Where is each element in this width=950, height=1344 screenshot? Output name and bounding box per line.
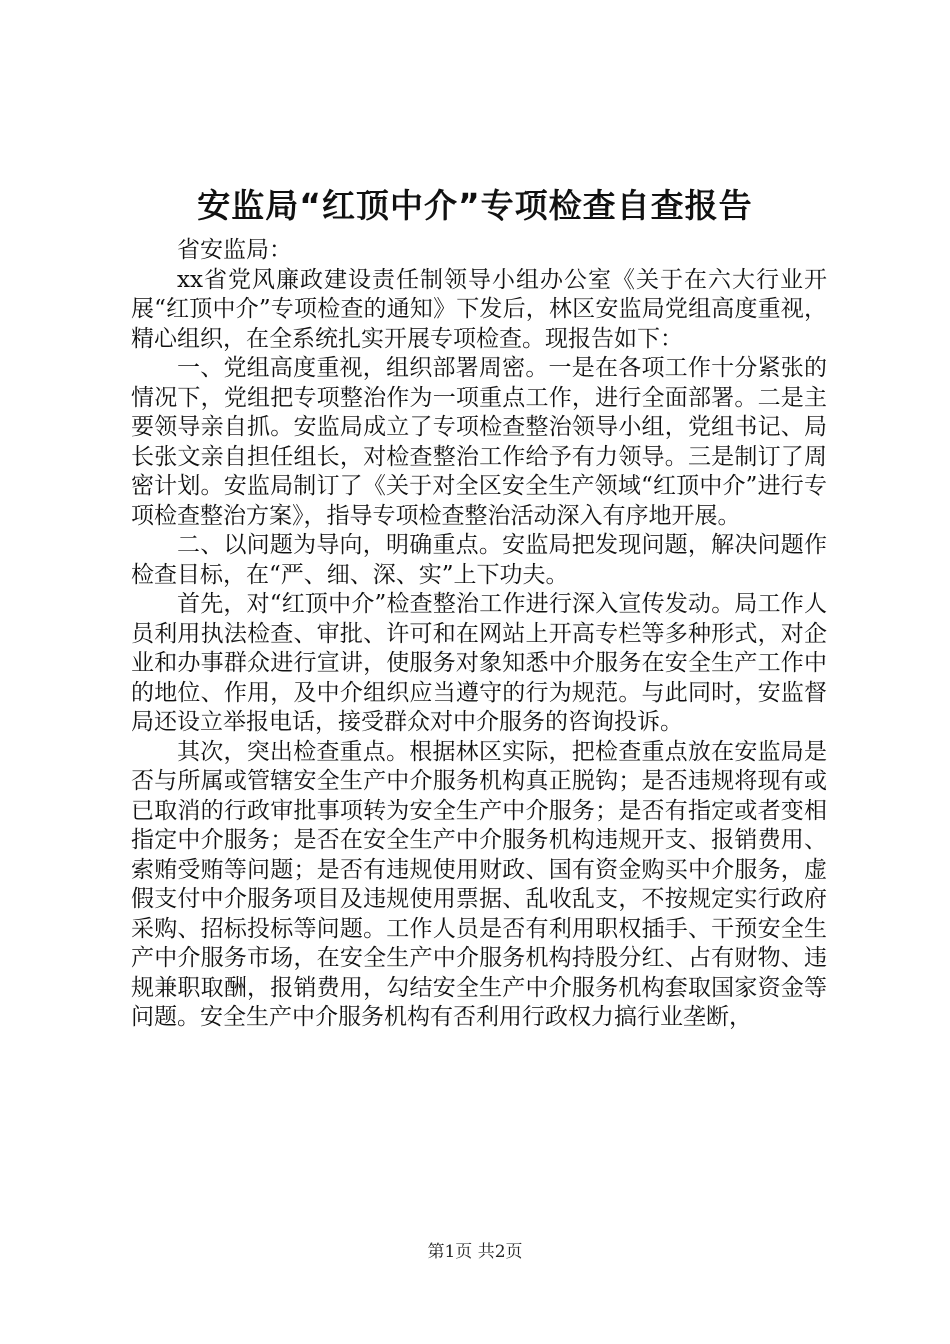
page-number-footer: 第1页 共2页 <box>427 1242 523 1262</box>
paragraph-section-one: 一、党组高度重视，组织部署周密。一是在各项工作十分紧张的情况下，党组把专项整治作为一项重点工作，进行全面部署。二是主要领导亲自抓。安监局成立了专项检查整治领导小组，党组书记、局长张文亲自担任组长，对检查整治工作给予有力领导。三是制订了周密计划。安监局制订了《关于对全区安全生产领域“红顶中介”进行专项检查整治方案》，指导专项检查整治活动深入有序地开展。 <box>131 355 827 529</box>
document-title: 安监局“红顶中介”专项检查自查报告 <box>197 186 753 225</box>
document-body <box>131 236 827 1033</box>
paragraph-section-two: 二、以问题为导向，明确重点。安监局把发现问题，解决问题作检查目标，在“严、细、深、实”上下功夫。 <box>131 532 827 588</box>
paragraph-first: 首先，对“红顶中介”检查整治工作进行深入宣传发动。局工作人员利用执法检查、审批、许可和在网站上开高专栏等多种形式，对企业和办事群众进行宣讲，使服务对象知悉中介服务在安全生产工作中的地位、作用，及中介组织应当遵守的行为规范。与此同时，安监督局还设立举报电话，接受群众对中介服务的咨询投诉。 <box>131 591 827 735</box>
salutation: 省安监局： <box>177 237 292 263</box>
paragraph-second: 其次，突出检查重点。根据林区实际，把检查重点放在安监局是否与所属或管辖安全生产中介服务机构真正脱钩；是否违规将现有或已取消的行政审批事项转为安全生产中介服务；是否有指定或者变相指定中介服务；是否在安全生产中介服务机构违规开支、报销费用、索贿受贿等问题；是否有违规使用财政、国有资金购买中介服务，虚假支付中介服务项目及违规使用票据、乱收乱支，不按规定实行政府采购、招标投标等问题。工作人员是否有利用职权插手、干预安全生产中介服务市场，在安全生产中介服务机构持股分红、占有财物、违规兼职取酬，报销费用，勾结安全生产中介服务机构套取国家资金等问题。安全生产中介服务机构有否利用行政权力搞行业垄断， <box>131 738 827 1030</box>
paragraph-intro: xx省党风廉政建设责任制领导小组办公室《关于在六大行业开展“红顶中介”专项检查的通知》下发后，林区安监局党组高度重视，精心组织，在全系统扎实开展专项检查。现报告如下： <box>131 266 827 352</box>
